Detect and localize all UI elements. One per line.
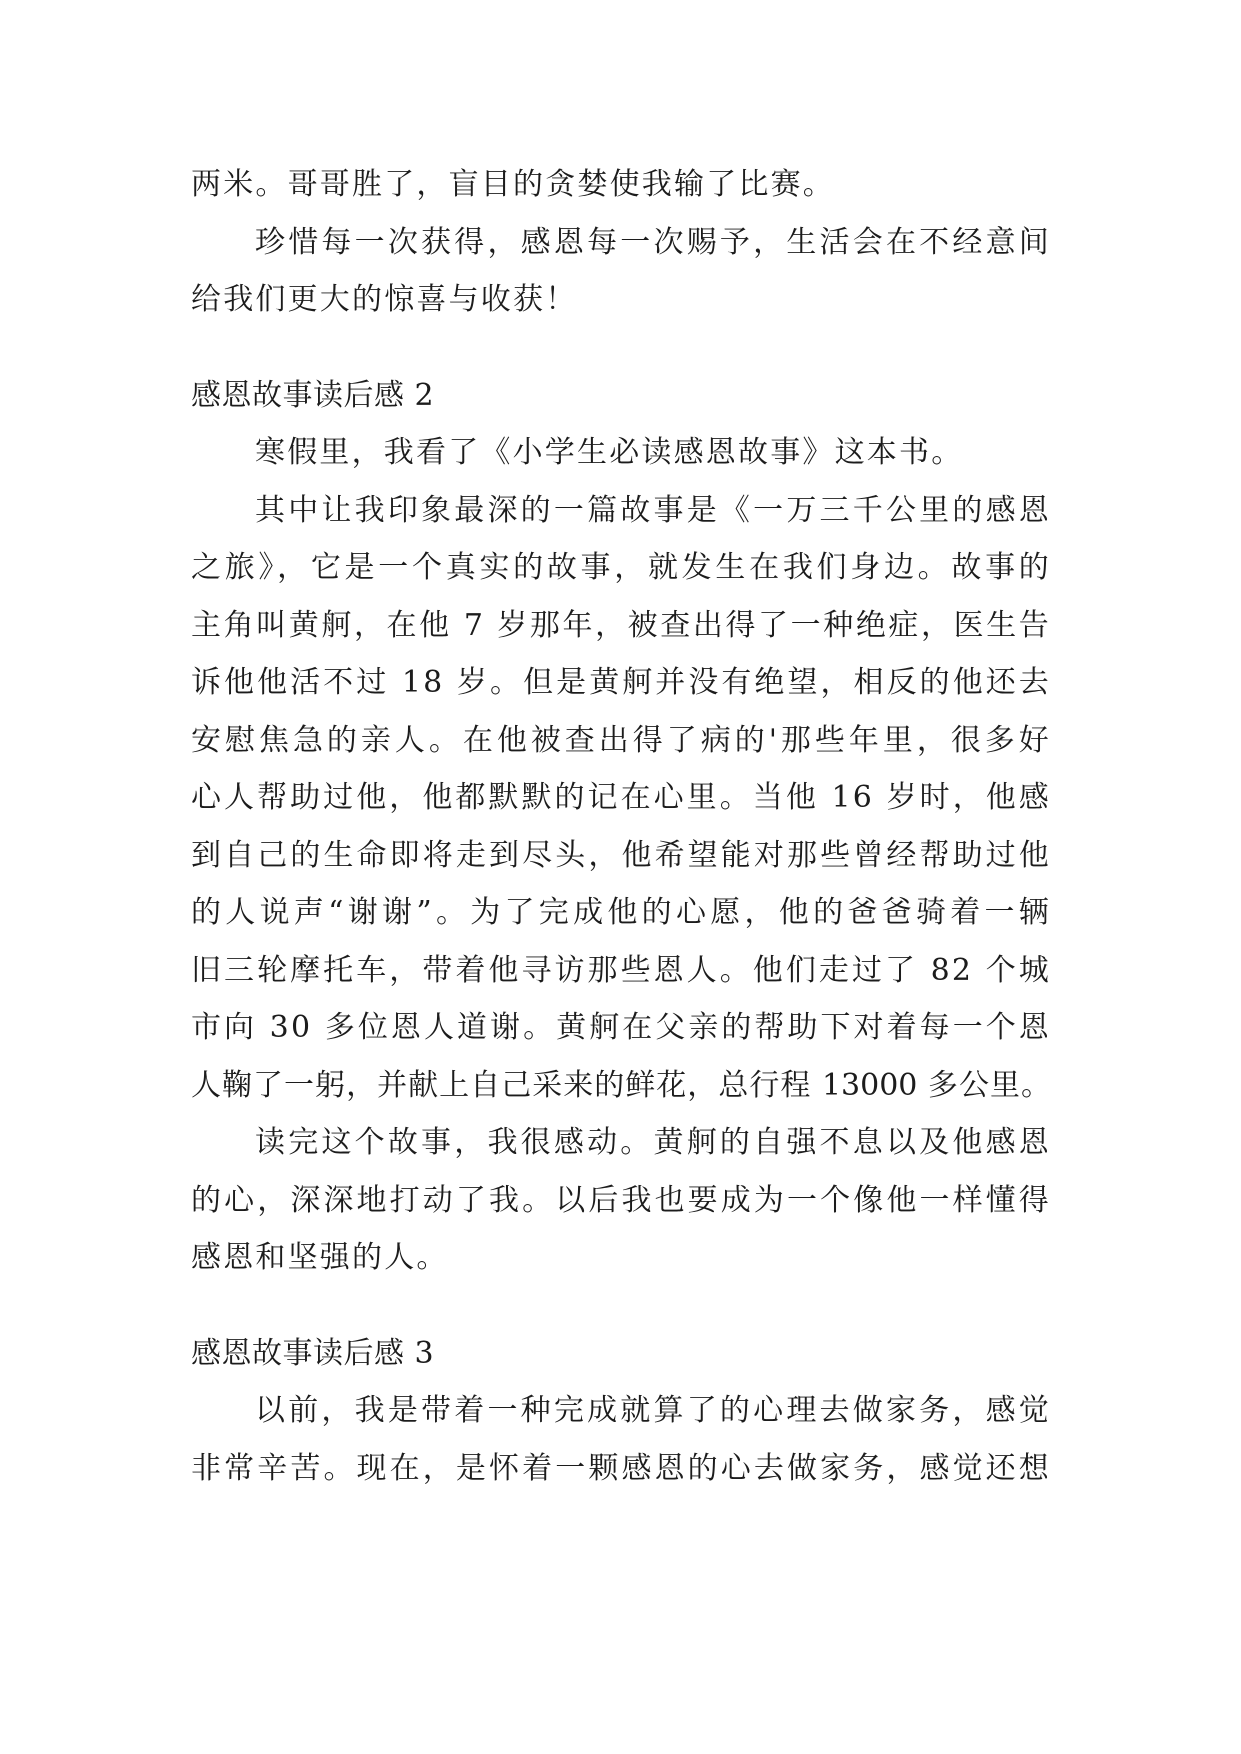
- text-line: 旧三轮摩托车，带着他寻访那些恩人。他们走过了 82 个城: [191, 952, 1051, 988]
- text-line: 诉他他活不过 18 岁。但是黄舸并没有绝望，相反的他还去: [191, 665, 1051, 700]
- text-line: 感恩和坚强的人。: [191, 1240, 449, 1275]
- section-2: [191, 367, 1051, 1287]
- section-3: [191, 1325, 1051, 1498]
- section-gap: [191, 329, 1051, 367]
- document-page: [191, 156, 1051, 1497]
- section-gap: [191, 1287, 1051, 1325]
- text-line: 人鞠了一躬，并献上自己采来的鲜花，总行程 13000 多公里。: [191, 1067, 1051, 1103]
- text-line: 到自己的生命即将走到尽头，他希望能对那些曾经帮助过他: [191, 837, 1051, 873]
- text-line: 两米。哥哥胜了，盲目的贪婪使我输了比赛。: [191, 167, 835, 202]
- text-line: 以前，我是带着一种完成就算了的心理去做家务，感觉: [255, 1393, 1051, 1428]
- text-line: 寒假里，我看了《小学生必读感恩故事》这本书。: [255, 435, 964, 470]
- text-line: 读完这个故事，我很感动。黄舸的自强不息以及他感恩: [255, 1125, 1051, 1160]
- text-line: 其中让我印象最深的一篇故事是《一万三千公里的感恩: [255, 492, 1051, 528]
- text-line: 市向 30 多位恩人道谢。黄舸在父亲的帮助下对着每一个恩: [191, 1010, 1051, 1045]
- text-line: 珍惜每一次获得，感恩每一次赐予，生活会在不经意间: [255, 224, 1051, 260]
- text-line: 之旅》，它是一个真实的故事，就发生在我们身边。故事的: [191, 550, 1051, 585]
- text-line: 主角叫黄舸，在他 7 岁那年，被查出得了一种绝症，医生告: [191, 607, 1051, 643]
- intro-paragraph: [191, 156, 1051, 329]
- section-heading: 感恩故事读后感 2: [191, 377, 435, 413]
- text-line: 的人说声“谢谢”。为了完成他的心愿，他的爸爸骑着一辆: [191, 895, 1051, 930]
- section-heading: 感恩故事读后感 3: [191, 1335, 435, 1371]
- text-line: 非常辛苦。现在，是怀着一颗感恩的心去做家务，感觉还想: [191, 1450, 1051, 1486]
- text-line: 心人帮助过他，他都默默的记在心里。当他 16 岁时，他感: [191, 780, 1051, 815]
- text-line: 的心，深深地打动了我。以后我也要成为一个像他一样懂得: [191, 1182, 1051, 1218]
- text-line: 安慰焦急的亲人。在他被查出得了病的'那些年里，很多好: [191, 722, 1051, 758]
- text-line: 给我们更大的惊喜与收获！: [191, 282, 578, 317]
